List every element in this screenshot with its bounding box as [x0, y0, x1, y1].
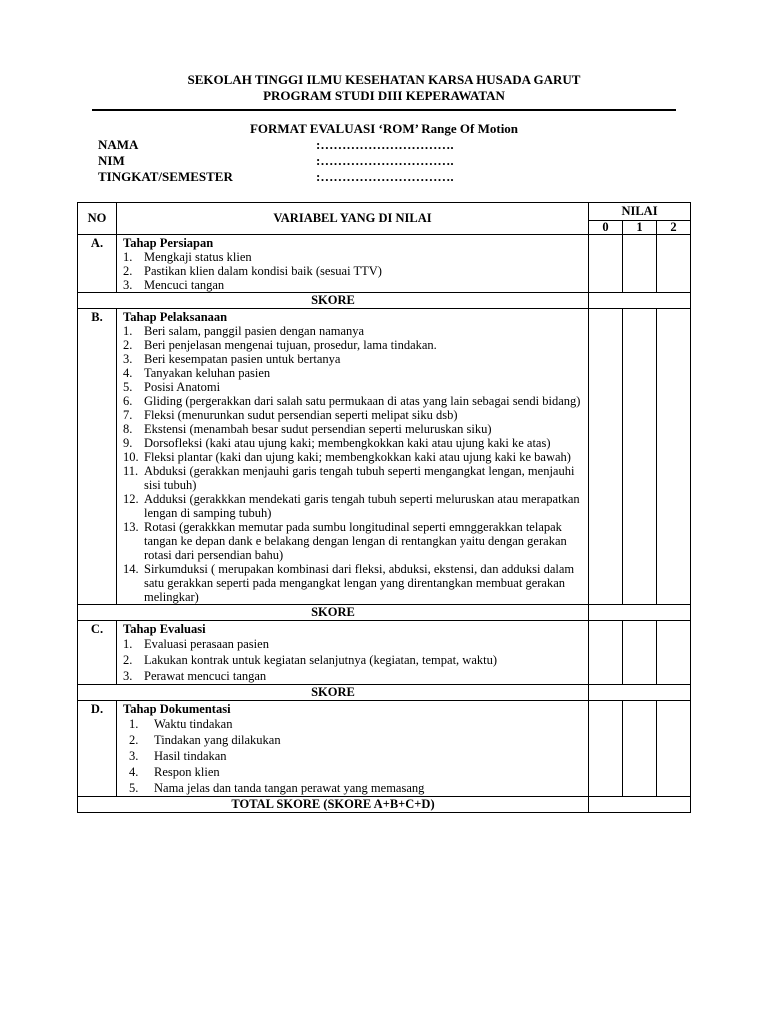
- step-list: [117, 716, 588, 796]
- skore-value-cell[interactable]: [589, 605, 691, 621]
- identity-label: NAMA: [98, 137, 139, 152]
- list-item: 2. Pastikan klien dalam kondisi baik (sesuai TTV): [123, 264, 382, 278]
- identity-label: TINGKAT/SEMESTER: [98, 169, 233, 184]
- total-skore-row: [78, 797, 691, 813]
- list-item: 2. Beri penjelasan mengenai tujuan, prosedur, lama tindakan.: [123, 338, 437, 352]
- identity-field[interactable]: :………………………….: [316, 169, 454, 184]
- table-header-row: [78, 203, 691, 221]
- step-list: [117, 636, 588, 684]
- list-item: 14. Sirkumduksi ( merupakan kombinasi dari fleksi, abduksi, ekstensi, dan adduksi dalam satu gerakkan seperti pada mengangkat lengan yang direntangkan membuat gerakan melingkar): [123, 562, 575, 604]
- section-content: [117, 309, 589, 605]
- score-cell-2[interactable]: [657, 621, 691, 685]
- score-cell-1[interactable]: [623, 621, 657, 685]
- list-item: 12. Adduksi (gerakkkan mendekati garis tengah tubuh seperti meluruskan atau merapatkan lengan di samping tubuh): [123, 492, 580, 520]
- list-item: 7. Fleksi (menurunkan sudut persendian seperti melipat siku dsb): [123, 408, 458, 422]
- col-nilai-header: NILAI: [589, 203, 691, 221]
- step-list: [117, 324, 588, 604]
- total-skore-label: TOTAL SKORE (SKORE A+B+C+D): [78, 797, 589, 813]
- program-name: PROGRAM STUDI DIII KEPERAWATAN: [263, 88, 505, 103]
- list-item: 1. Waktu tindakan: [129, 717, 233, 731]
- section-no: A.: [78, 235, 117, 293]
- score-cell-1[interactable]: [623, 309, 657, 605]
- score-cell-0[interactable]: [589, 621, 623, 685]
- skore-value-cell[interactable]: [589, 685, 691, 701]
- section-title: Tahap Evaluasi: [123, 622, 206, 636]
- score-header-2: 2: [657, 221, 691, 235]
- list-item: 3. Mencuci tangan: [123, 278, 225, 292]
- section-title: Tahap Persiapan: [123, 236, 214, 250]
- section-content: [117, 701, 589, 797]
- form-title: FORMAT EVALUASI ‘ROM’ Range Of Motion: [249, 121, 519, 136]
- identity-label: NIM: [98, 153, 125, 168]
- list-item: 3. Hasil tindakan: [129, 749, 227, 763]
- step-list: [117, 250, 588, 292]
- list-item: 1. Beri salam, panggil pasien dengan namanya: [123, 324, 365, 338]
- skore-label: SKORE: [78, 685, 589, 701]
- list-item: 9. Dorsofleksi (kaki atau ujung kaki; membengkokkan kaki atau ujung kaki ke atas): [123, 436, 551, 450]
- section-row-b: [78, 309, 691, 605]
- score-header-0: 0: [589, 221, 623, 235]
- skore-value-cell[interactable]: [589, 293, 691, 309]
- list-item: 5. Nama jelas dan tanda tangan perawat yang memasang: [129, 781, 425, 795]
- score-header-1: 1: [623, 221, 657, 235]
- score-cell-2[interactable]: [657, 235, 691, 293]
- skore-label: SKORE: [78, 293, 589, 309]
- list-item: 6. Gliding (pergerakkan dari salah satu permukaan di atas yang lain sebagai sendi bidang): [123, 394, 581, 408]
- score-cell-2[interactable]: [657, 309, 691, 605]
- score-cell-1[interactable]: [623, 235, 657, 293]
- evaluation-table: [77, 202, 691, 813]
- score-cell-0[interactable]: [589, 701, 623, 797]
- section-no: D.: [78, 701, 117, 797]
- skore-label: SKORE: [78, 605, 589, 621]
- list-item: 2. Lakukan kontrak untuk kegiatan selanjutnya (kegiatan, tempat, waktu): [123, 653, 498, 667]
- section-row-d: [78, 701, 691, 797]
- list-item: 3. Perawat mencuci tangan: [123, 669, 267, 683]
- identity-row-tingkat-semester: [98, 169, 454, 185]
- institution-name: SEKOLAH TINGGI ILMU KESEHATAN KARSA HUSADA GARUT: [187, 72, 581, 87]
- identity-row-nim: [98, 153, 454, 169]
- section-row-c: [78, 621, 691, 685]
- section-no: C.: [78, 621, 117, 685]
- section-content: [117, 621, 589, 685]
- list-item: 4. Tanyakan keluhan pasien: [123, 366, 271, 380]
- score-cell-0[interactable]: [589, 309, 623, 605]
- list-item: 1. Mengkaji status klien: [123, 250, 252, 264]
- list-item: 5. Posisi Anatomi: [123, 380, 221, 394]
- identity-field[interactable]: :………………………….: [316, 137, 454, 152]
- score-cell-2[interactable]: [657, 701, 691, 797]
- total-skore-value-cell[interactable]: [589, 797, 691, 813]
- list-item: 11. Abduksi (gerakkan menjauhi garis tengah tubuh seperti mengangkat lengan, menjauhi sisi tubuh): [123, 464, 575, 492]
- list-item: 4. Respon klien: [129, 765, 220, 779]
- list-item: 10. Fleksi plantar (kaki dan ujung kaki; membengkokkan kaki atau ujung kaki ke bawah): [123, 450, 571, 464]
- score-cell-1[interactable]: [623, 701, 657, 797]
- skore-row-a: [78, 293, 691, 309]
- col-no-header: NO: [78, 203, 117, 235]
- list-item: 1. Evaluasi perasaan pasien: [123, 637, 269, 651]
- section-title: Tahap Pelaksanaan: [123, 310, 228, 324]
- score-cell-0[interactable]: [589, 235, 623, 293]
- section-content: [117, 235, 589, 293]
- list-item: 13. Rotasi (gerakkkan memutar pada sumbu longitudinal seperti emnggerakkan telapak tangan ke depan dank e belakang dengan lengan di rentangkan yaitu dengan gerakan rotasi dari persendian bahu): [123, 520, 567, 562]
- identity-row-nama: [98, 137, 454, 153]
- list-item: 8. Ekstensi (menambah besar sudut persendian seperti meluruskan siku): [123, 422, 492, 436]
- skore-row-c: [78, 685, 691, 701]
- section-no: B.: [78, 309, 117, 605]
- section-title: Tahap Dokumentasi: [123, 702, 231, 716]
- list-item: 2. Tindakan yang dilakukan: [129, 733, 281, 747]
- col-variable-header: VARIABEL YANG DI NILAI: [117, 203, 589, 235]
- identity-field[interactable]: :………………………….: [316, 153, 454, 168]
- list-item: 3. Beri kesempatan pasien untuk bertanya: [123, 352, 341, 366]
- header-divider: [92, 109, 676, 111]
- skore-row-b: [78, 605, 691, 621]
- section-row-a: [78, 235, 691, 293]
